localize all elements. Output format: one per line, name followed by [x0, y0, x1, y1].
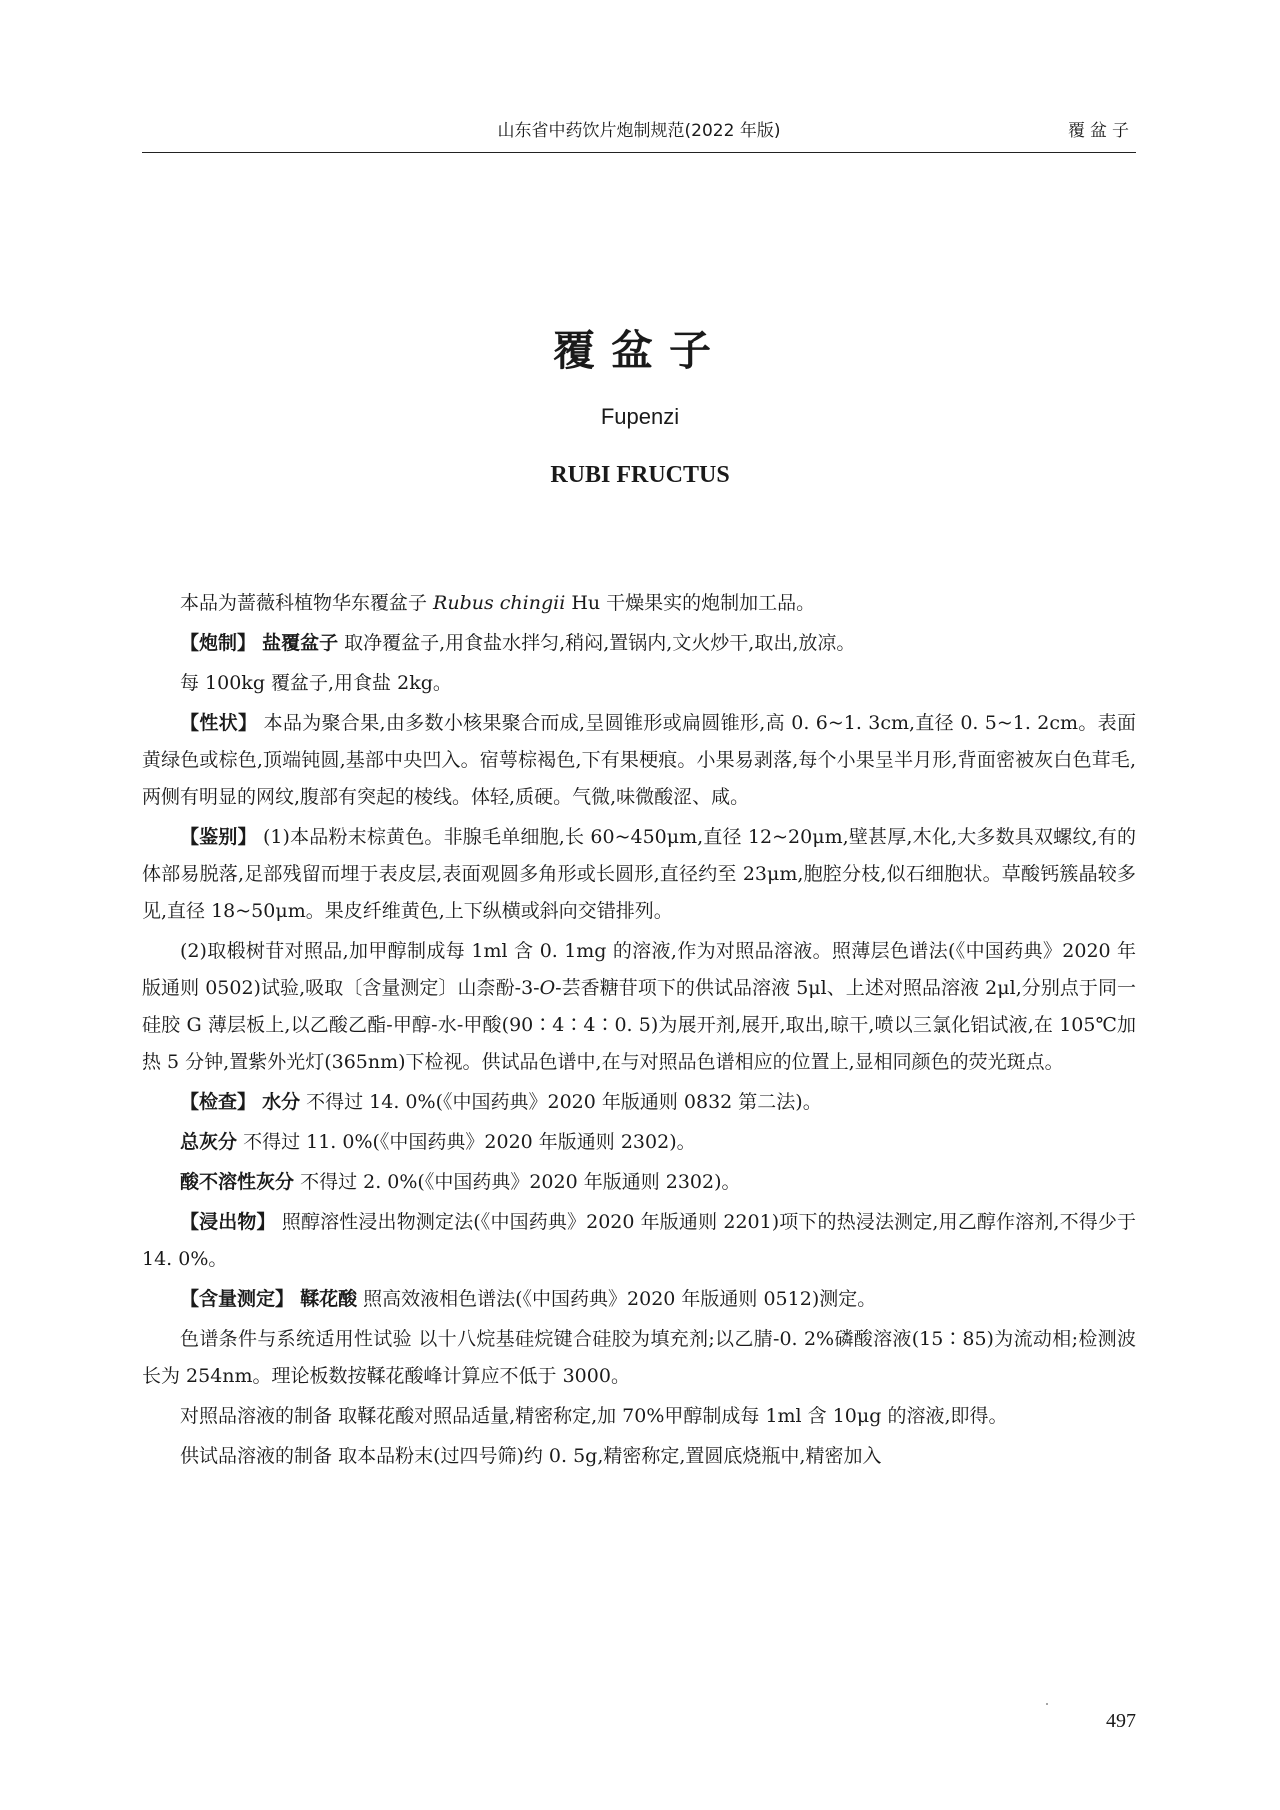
running-title: 覆盆子 [1068, 121, 1134, 141]
section-tag-character: 【性状】 [180, 712, 258, 734]
processing-paragraph: 【炮制】 盐覆盆子 取净覆盆子,用食盐水拌匀,稍闷,置锅内,文火炒干,取出,放凉。 [180, 632, 856, 654]
identification-paragraph-1: 【鉴别】 (1)本品粉末棕黄色。非腺毛单细胞,长 60~450μm,直径 12~20μm,壁甚厚,木化,大多数具双螺纹,有的体部易脱落,足部残留而埋于表皮层,表面观圆多角形或长圆形,直径约至 23μm,胞腔分枝,似石细胞状。草酸钙簇晶较多见,直径 18~50μm。果皮纤维黄色,上下纵横或斜向交错排列。 [142, 826, 1136, 922]
book-title: 山东省中药饮片炮制规范(2022 年版) [497, 121, 781, 141]
section-tag-processing: 【炮制】 [180, 632, 257, 654]
section-tag-identification: 【鉴别】 [180, 826, 257, 848]
assay-paragraph: 【含量测定】 鞣花酸 照高效液相色谱法(《中国药典》2020 年版通则 0512)测定。 [180, 1288, 877, 1310]
species-name: Rubus chingii [433, 592, 566, 614]
inspection-water: 【检查】 水分 不得过 14. 0%(《中国药典》2020 年版通则 0832 第二法)。 [180, 1091, 822, 1113]
processed-product-name: 盐覆盆子 [262, 632, 339, 654]
pinyin-name: Fupenzi [600, 404, 680, 429]
intro-paragraph: 本品为蔷薇科植物华东覆盆子 Rubus chingii Hu 干燥果实的炮制加工品。 [180, 592, 816, 614]
monograph-body [142, 585, 1136, 1478]
extract-paragraph: 【浸出物】 照醇溶性浸出物测定法(《中国药典》2020 年版通则 2201)项下的热浸法测定,用乙醇作溶剂,不得少于 14. 0%。 [142, 1211, 1136, 1270]
section-tag-extract: 【浸出物】 [180, 1211, 276, 1233]
inspection-acid-insoluble-ash: 酸不溶性灰分 不得过 2. 0%(《中国药典》2020 年版通则 2302)。 [180, 1171, 741, 1193]
identification-paragraph-2: (2)取椴树苷对照品,加甲醇制成每 1ml 含 0. 1mg 的溶液,作为对照品溶液。照薄层色谱法(《中国药典》2020 年版通则 0502)试验,吸取〔含量测定〕山柰酚-3-O-芸香糖苷项下的供试品溶液 5μl、上述对照品溶液 2μl,分别点于同一硅胶 G 薄层板上,以乙酸乙酯-甲醇-水-甲酸(90∶4∶4∶0. 5)为展开剂,展开,取出,晾干,喷以三氯化铝试液,在 105℃加热 5 分钟,置紫外光灯(365nm)下检视。供试品色谱中,在与对照品色谱相应的位置上,显相同颜色的荧光斑点。 [142, 940, 1136, 1073]
reference-solution-prep: 对照品溶液的制备 取鞣花酸对照品适量,精密称定,加 70%甲醇制成每 1ml 含 10μg 的溶液,即得。 [180, 1405, 1008, 1427]
monograph-title: 覆盆子 [552, 326, 727, 375]
inspection-total-ash: 总灰分 不得过 11. 0%(《中国药典》2020 年版通则 2302)。 [180, 1131, 696, 1153]
test-solution-prep: 供试品溶液的制备 取本品粉末(过四号筛)约 0. 5g,精密称定,置圆底烧瓶中,精密加入 [180, 1445, 882, 1467]
page-number: 497 [1106, 1710, 1136, 1732]
section-tag-assay: 【含量测定】 [180, 1288, 295, 1310]
scan-speck [1046, 1703, 1048, 1705]
latin-name: RUBI FRUCTUS [550, 462, 730, 488]
character-paragraph: 【性状】 本品为聚合果,由多数小核果聚合而成,呈圆锥形或扁圆锥形,高 0. 6~1. 3cm,直径 0. 5~1. 2cm。表面黄绿色或棕色,顶端钝圆,基部中央凹入。宿萼棕褐色,下有果梗痕。小果易剥落,每个小果呈半月形,背面密被灰白色茸毛,两侧有明显的网纹,腹部有突起的棱线。体轻,质硬。气微,味微酸涩、咸。 [142, 712, 1136, 808]
section-tag-inspection: 【检查】 [180, 1091, 257, 1113]
page-header [142, 112, 1136, 153]
chromatography-conditions: 色谱条件与系统适用性试验 以十八烷基硅烷键合硅胶为填充剂;以乙腈-0. 2%磷酸溶液(15∶85)为流动相;检测波长为 254nm。理论板数按鞣花酸峰计算应不低于 3000。 [142, 1328, 1136, 1387]
processing-ratio: 每 100kg 覆盆子,用食盐 2kg。 [180, 672, 452, 694]
